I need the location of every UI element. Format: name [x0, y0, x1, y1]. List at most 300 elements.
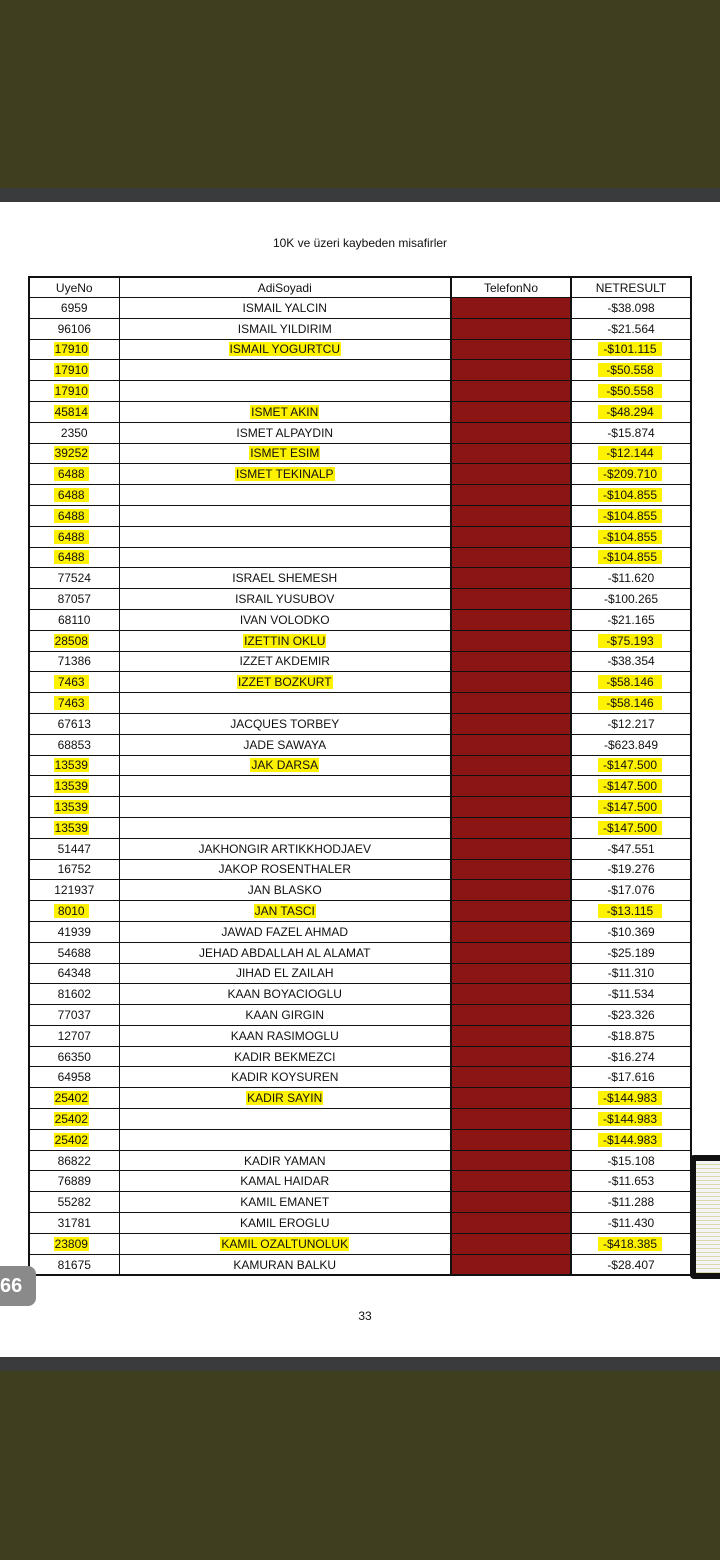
cell-adisoyadi	[119, 318, 451, 339]
table-body	[29, 298, 691, 1276]
cell-netresult	[571, 734, 691, 755]
uyeno-value: 12707	[57, 1028, 91, 1043]
cell-telefonno-redacted	[451, 360, 571, 381]
cell-uyeno	[29, 464, 119, 485]
cell-netresult	[571, 1025, 691, 1046]
cell-uyeno	[29, 817, 119, 838]
uyeno-value: 16752	[57, 862, 91, 877]
uyeno-value: 87057	[57, 592, 91, 607]
netresult-value: -$75.193	[598, 634, 662, 648]
uyeno-value: 66350	[57, 1049, 91, 1064]
table-row	[29, 1046, 691, 1067]
cell-telefonno-redacted	[451, 838, 571, 859]
netresult-value: -$104.855	[598, 550, 662, 564]
cell-netresult	[571, 339, 691, 360]
cell-uyeno	[29, 1129, 119, 1150]
netresult-value: -$144.983	[598, 1112, 662, 1126]
table-row	[29, 942, 691, 963]
table-row	[29, 901, 691, 922]
cell-telefonno-redacted	[451, 318, 571, 339]
cell-netresult	[571, 1254, 691, 1275]
header-adisoyadi: AdiSoyadi	[119, 277, 451, 298]
uyeno-value: 71386	[57, 654, 91, 669]
cell-netresult	[571, 422, 691, 443]
uyeno-value: 45814	[54, 404, 88, 419]
cell-uyeno	[29, 526, 119, 547]
cell-netresult	[571, 1088, 691, 1109]
uyeno-value: 25402	[54, 1111, 88, 1126]
netresult-value: -$50.558	[598, 363, 662, 377]
cell-adisoyadi	[119, 1046, 451, 1067]
cell-adisoyadi	[119, 651, 451, 672]
cell-netresult	[571, 984, 691, 1005]
cell-telefonno-redacted	[451, 734, 571, 755]
cell-uyeno	[29, 859, 119, 880]
cell-adisoyadi	[119, 464, 451, 485]
uyeno-value: 13539	[54, 800, 88, 815]
cell-telefonno-redacted	[451, 963, 571, 984]
cell-netresult	[571, 797, 691, 818]
name-value: KAMURAN BALKU	[233, 1257, 337, 1272]
uyeno-value: 96106	[57, 321, 91, 336]
name-value: ISMAIL YOGURTCU	[229, 342, 340, 357]
table-row	[29, 422, 691, 443]
cell-netresult	[571, 1150, 691, 1171]
cell-adisoyadi	[119, 672, 451, 693]
cell-adisoyadi	[119, 443, 451, 464]
cell-uyeno	[29, 901, 119, 922]
netresult-value: -$21.165	[607, 612, 655, 627]
cell-uyeno	[29, 360, 119, 381]
netresult-value: -$13.115	[598, 904, 662, 918]
netresult-value: -$11.288	[607, 1195, 655, 1210]
cell-uyeno	[29, 485, 119, 506]
cell-uyeno	[29, 401, 119, 422]
cell-uyeno	[29, 1213, 119, 1234]
cell-netresult	[571, 589, 691, 610]
document-title: 10K ve üzeri kaybeden misafirler	[272, 236, 448, 250]
table-row	[29, 1150, 691, 1171]
uyeno-value: 17910	[54, 363, 88, 378]
cell-netresult	[571, 672, 691, 693]
cell-adisoyadi	[119, 963, 451, 984]
netresult-value: -$11.310	[607, 966, 655, 981]
uyeno-value: 6488	[54, 488, 89, 502]
document-page	[0, 202, 720, 1357]
cell-telefonno-redacted	[451, 901, 571, 922]
table-row	[29, 797, 691, 818]
cell-adisoyadi	[119, 609, 451, 630]
cell-telefonno-redacted	[451, 1088, 571, 1109]
name-value: KADIR KOYSUREN	[231, 1070, 339, 1085]
table-row	[29, 838, 691, 859]
table-row	[29, 1254, 691, 1275]
netresult-value: -$38.098	[607, 300, 655, 315]
cell-adisoyadi	[119, 1088, 451, 1109]
cell-telefonno-redacted	[451, 589, 571, 610]
name-value: KAAN GIRGIN	[245, 1007, 325, 1022]
cell-uyeno	[29, 984, 119, 1005]
cell-adisoyadi	[119, 1233, 451, 1254]
netresult-value: -$58.146	[598, 696, 662, 710]
name-value: JEHAD ABDALLAH AL ALAMAT	[199, 945, 371, 960]
uyeno-value: 81675	[57, 1257, 91, 1272]
cell-telefonno-redacted	[451, 1254, 571, 1275]
cell-adisoyadi	[119, 1129, 451, 1150]
cell-adisoyadi	[119, 984, 451, 1005]
cell-adisoyadi	[119, 755, 451, 776]
cell-adisoyadi	[119, 1213, 451, 1234]
cell-netresult	[571, 651, 691, 672]
cell-uyeno	[29, 1088, 119, 1109]
netresult-value: -$48.294	[598, 405, 662, 419]
table-row	[29, 1025, 691, 1046]
cell-telefonno-redacted	[451, 672, 571, 693]
cell-uyeno	[29, 755, 119, 776]
cell-netresult	[571, 1171, 691, 1192]
uyeno-value: 23809	[54, 1236, 88, 1251]
cell-adisoyadi	[119, 360, 451, 381]
cell-uyeno	[29, 693, 119, 714]
cell-netresult	[571, 1109, 691, 1130]
name-value: ISRAEL SHEMESH	[232, 571, 338, 586]
cell-telefonno-redacted	[451, 401, 571, 422]
cell-adisoyadi	[119, 339, 451, 360]
netresult-value: -$17.616	[607, 1070, 655, 1085]
uyeno-value: 8010	[54, 904, 89, 918]
table-row	[29, 339, 691, 360]
name-value: JAN TASCI	[254, 904, 315, 918]
uyeno-value: 121937	[54, 883, 95, 898]
netresult-value: -$11.620	[607, 571, 655, 586]
cell-netresult	[571, 381, 691, 402]
table-row	[29, 1005, 691, 1026]
table-header-row	[29, 277, 691, 298]
name-value: KADIR YAMAN	[243, 1153, 326, 1168]
cell-netresult	[571, 609, 691, 630]
table-row	[29, 880, 691, 901]
cell-telefonno-redacted	[451, 485, 571, 506]
cell-uyeno	[29, 1171, 119, 1192]
page-number: 33	[358, 1309, 372, 1323]
netresult-value: -$209.710	[598, 467, 662, 481]
netresult-value: -$25.189	[607, 945, 655, 960]
uyeno-value: 54688	[57, 945, 91, 960]
uyeno-value: 25402	[54, 1091, 88, 1106]
cell-telefonno-redacted	[451, 880, 571, 901]
netresult-value: -$104.855	[598, 509, 662, 523]
name-value: KAMAL HAIDAR	[240, 1174, 330, 1189]
cell-telefonno-redacted	[451, 797, 571, 818]
table-row	[29, 859, 691, 880]
cell-telefonno-redacted	[451, 526, 571, 547]
name-value: JIHAD EL ZAILAH	[235, 966, 334, 981]
name-value: JAN BLASKO	[247, 883, 322, 898]
cell-adisoyadi	[119, 547, 451, 568]
table-row	[29, 1129, 691, 1150]
cell-netresult	[571, 568, 691, 589]
cell-netresult	[571, 1129, 691, 1150]
cell-telefonno-redacted	[451, 1005, 571, 1026]
table-row	[29, 1088, 691, 1109]
cell-telefonno-redacted	[451, 984, 571, 1005]
name-value: JAK DARSA	[251, 758, 319, 773]
table-row	[29, 734, 691, 755]
cell-telefonno-redacted	[451, 630, 571, 651]
cell-uyeno	[29, 1254, 119, 1275]
cell-telefonno-redacted	[451, 776, 571, 797]
cell-telefonno-redacted	[451, 609, 571, 630]
guest-loss-table	[28, 276, 692, 1276]
table-row	[29, 1233, 691, 1254]
netresult-value: -$47.551	[607, 841, 655, 856]
uyeno-value: 41939	[57, 924, 91, 939]
cell-adisoyadi	[119, 901, 451, 922]
cell-netresult	[571, 901, 691, 922]
cell-adisoyadi	[119, 942, 451, 963]
cell-netresult	[571, 443, 691, 464]
netresult-value: -$418.385	[598, 1237, 662, 1251]
cell-adisoyadi	[119, 526, 451, 547]
netresult-value: -$18.875	[607, 1028, 655, 1043]
uyeno-value: 6488	[54, 530, 89, 544]
cell-netresult	[571, 817, 691, 838]
cell-telefonno-redacted	[451, 1150, 571, 1171]
header-telefonno: TelefonNo	[451, 277, 571, 298]
table-row	[29, 360, 691, 381]
uyeno-value: 77037	[57, 1007, 91, 1022]
cell-netresult	[571, 1233, 691, 1254]
netresult-value: -$147.500	[598, 758, 662, 772]
cell-telefonno-redacted	[451, 713, 571, 734]
uyeno-value: 17910	[54, 384, 88, 399]
name-value: JAKOP ROSENTHALER	[218, 862, 351, 877]
uyeno-value: 13539	[54, 758, 88, 773]
uyeno-value: 6488	[54, 467, 89, 481]
uyeno-value: 25402	[54, 1132, 88, 1147]
uyeno-value: 6959	[60, 300, 88, 315]
netresult-value: -$147.500	[598, 779, 662, 793]
cell-uyeno	[29, 505, 119, 526]
page-counter-badge: 66	[0, 1266, 36, 1306]
table-row	[29, 921, 691, 942]
uyeno-value: 6488	[54, 550, 89, 564]
cell-adisoyadi	[119, 776, 451, 797]
table-row	[29, 1067, 691, 1088]
cell-netresult	[571, 360, 691, 381]
netresult-value: -$10.369	[607, 924, 655, 939]
uyeno-value: 64348	[57, 966, 91, 981]
table-row	[29, 693, 691, 714]
name-value: IZZET BOZKURT	[237, 675, 332, 690]
uyeno-value: 2350	[60, 425, 88, 440]
netresult-value: -$17.076	[607, 883, 655, 898]
cell-uyeno	[29, 734, 119, 755]
table-row	[29, 776, 691, 797]
name-value: KAAN BOYACIOGLU	[227, 987, 342, 1002]
table-row	[29, 401, 691, 422]
name-value: JADE SAWAYA	[243, 737, 327, 752]
cell-netresult	[571, 298, 691, 319]
netresult-value: -$58.146	[598, 675, 662, 689]
cell-netresult	[571, 942, 691, 963]
cell-adisoyadi	[119, 568, 451, 589]
header-uyeno: UyeNo	[29, 277, 119, 298]
netresult-value: -$147.500	[598, 821, 662, 835]
table-row	[29, 984, 691, 1005]
bottom-divider-bar	[0, 1357, 720, 1371]
cell-adisoyadi	[119, 298, 451, 319]
cell-telefonno-redacted	[451, 568, 571, 589]
cell-adisoyadi	[119, 1171, 451, 1192]
cell-uyeno	[29, 422, 119, 443]
cell-uyeno	[29, 443, 119, 464]
table-row	[29, 547, 691, 568]
name-value: JAKHONGIR ARTIKKHODJAEV	[198, 841, 371, 856]
cell-uyeno	[29, 568, 119, 589]
table-row	[29, 381, 691, 402]
top-divider-bar	[0, 188, 720, 202]
cell-netresult	[571, 526, 691, 547]
cell-adisoyadi	[119, 797, 451, 818]
netresult-value: -$12.217	[607, 716, 655, 731]
table-row	[29, 318, 691, 339]
cell-adisoyadi	[119, 485, 451, 506]
uyeno-value: 28508	[54, 633, 88, 648]
cell-adisoyadi	[119, 401, 451, 422]
cell-uyeno	[29, 1025, 119, 1046]
name-value: ISMAIL YILDIRIM	[237, 321, 332, 336]
cell-uyeno	[29, 589, 119, 610]
cell-telefonno-redacted	[451, 859, 571, 880]
cell-adisoyadi	[119, 734, 451, 755]
cell-netresult	[571, 318, 691, 339]
name-value: KADIR BEKMEZCI	[234, 1049, 336, 1064]
uyeno-value: 64958	[57, 1070, 91, 1085]
cell-adisoyadi	[119, 859, 451, 880]
netresult-value: -$23.326	[607, 1007, 655, 1022]
uyeno-value: 39252	[54, 446, 88, 461]
cell-telefonno-redacted	[451, 693, 571, 714]
cell-adisoyadi	[119, 630, 451, 651]
netresult-value: -$104.855	[598, 530, 662, 544]
cell-adisoyadi	[119, 1109, 451, 1130]
netresult-value: -$144.983	[598, 1091, 662, 1105]
cell-uyeno	[29, 713, 119, 734]
name-value: ISMET TEKINALP	[235, 467, 334, 482]
netresult-value: -$100.265	[603, 592, 659, 607]
name-value: ISMAIL YALCIN	[242, 300, 327, 315]
netresult-value: -$15.874	[607, 425, 655, 440]
cell-telefonno-redacted	[451, 505, 571, 526]
uyeno-value: 68853	[57, 737, 91, 752]
uyeno-value: 67613	[57, 716, 91, 731]
netresult-value: -$104.855	[598, 488, 662, 502]
netresult-value: -$21.564	[607, 321, 655, 336]
name-value: JAWAD FAZEL AHMAD	[221, 924, 349, 939]
uyeno-value: 51447	[57, 841, 91, 856]
cell-netresult	[571, 1046, 691, 1067]
table-row	[29, 1213, 691, 1234]
cell-telefonno-redacted	[451, 339, 571, 360]
cell-telefonno-redacted	[451, 298, 571, 319]
cell-netresult	[571, 505, 691, 526]
cell-netresult	[571, 485, 691, 506]
uyeno-value: 7463	[54, 696, 89, 710]
cell-uyeno	[29, 838, 119, 859]
page-thumbnail[interactable]	[690, 1155, 720, 1279]
uyeno-value: 76889	[57, 1174, 91, 1189]
name-value: ISMET ESIM	[250, 446, 320, 461]
cell-adisoyadi	[119, 693, 451, 714]
cell-uyeno	[29, 609, 119, 630]
cell-uyeno	[29, 942, 119, 963]
cell-uyeno	[29, 630, 119, 651]
name-value: JACQUES TORBEY	[230, 716, 340, 731]
thumbnail-preview	[696, 1161, 720, 1273]
netresult-value: -$144.983	[598, 1133, 662, 1147]
cell-telefonno-redacted	[451, 1233, 571, 1254]
cell-netresult	[571, 1067, 691, 1088]
table-row	[29, 1171, 691, 1192]
table-row	[29, 963, 691, 984]
netresult-value: -$15.108	[607, 1153, 655, 1168]
cell-telefonno-redacted	[451, 1171, 571, 1192]
cell-adisoyadi	[119, 1005, 451, 1026]
cell-telefonno-redacted	[451, 817, 571, 838]
cell-uyeno	[29, 880, 119, 901]
netresult-value: -$623.849	[603, 737, 659, 752]
table-row	[29, 589, 691, 610]
uyeno-value: 77524	[57, 571, 91, 586]
cell-telefonno-redacted	[451, 1067, 571, 1088]
cell-netresult	[571, 838, 691, 859]
uyeno-value: 6488	[54, 509, 89, 523]
cell-adisoyadi	[119, 1254, 451, 1275]
cell-telefonno-redacted	[451, 1109, 571, 1130]
netresult-value: -$11.534	[607, 987, 655, 1002]
cell-adisoyadi	[119, 1150, 451, 1171]
netresult-value: -$50.558	[598, 384, 662, 398]
table-row	[29, 713, 691, 734]
table-row	[29, 630, 691, 651]
cell-telefonno-redacted	[451, 1025, 571, 1046]
uyeno-value: 86822	[57, 1153, 91, 1168]
cell-netresult	[571, 921, 691, 942]
cell-netresult	[571, 1213, 691, 1234]
cell-netresult	[571, 464, 691, 485]
cell-uyeno	[29, 1233, 119, 1254]
cell-uyeno	[29, 1067, 119, 1088]
cell-netresult	[571, 776, 691, 797]
cell-netresult	[571, 547, 691, 568]
table-row	[29, 526, 691, 547]
cell-netresult	[571, 1005, 691, 1026]
table-row	[29, 651, 691, 672]
name-value: ISMET AKIN	[251, 404, 319, 419]
table-row	[29, 298, 691, 319]
uyeno-value: 7463	[54, 675, 89, 689]
table-row	[29, 464, 691, 485]
netresult-value: -$28.407	[607, 1257, 655, 1272]
uyeno-value: 68110	[58, 612, 91, 627]
cell-telefonno-redacted	[451, 1129, 571, 1150]
cell-adisoyadi	[119, 880, 451, 901]
uyeno-value: 81602	[57, 987, 91, 1002]
cell-uyeno	[29, 547, 119, 568]
cell-telefonno-redacted	[451, 422, 571, 443]
cell-uyeno	[29, 1005, 119, 1026]
